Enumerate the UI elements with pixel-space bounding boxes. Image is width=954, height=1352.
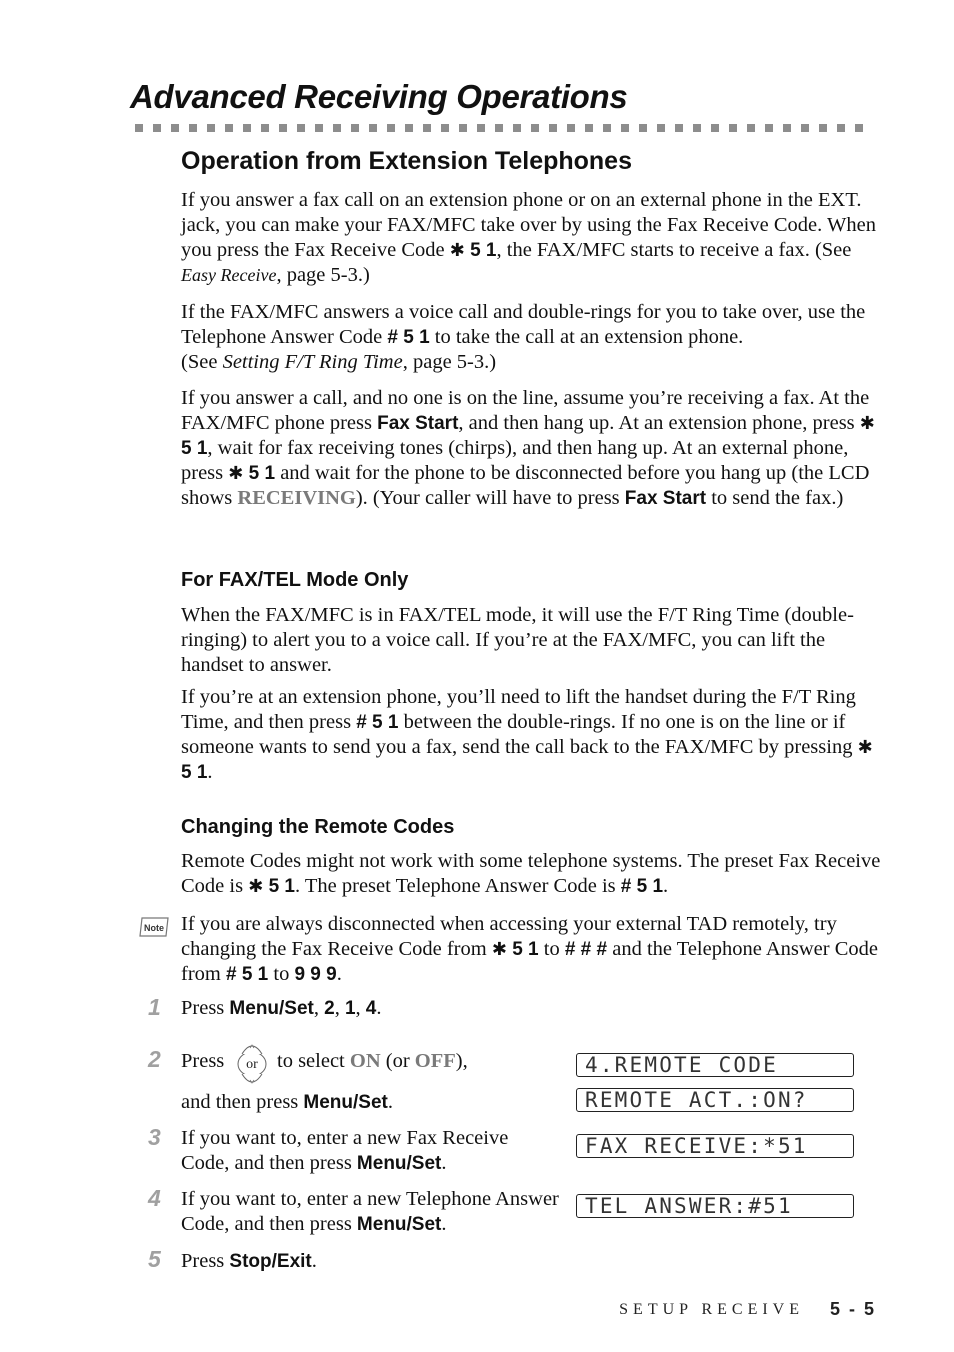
paragraph-fax-tel-1: When the FAX/MFC is in FAX/TEL mode, it will use the F/T Ring Time (double-ringing) to alert you to a voice call. If you’re at the FAX/MFC, you can lift the handset to answer.: [181, 604, 854, 676]
step-number: 2: [148, 1046, 161, 1072]
star-key-icon: ✱: [491, 939, 507, 960]
star-key-icon: ✱: [248, 876, 264, 897]
note-text: If you are always disconnected when accessing your external TAD remotely, try changing the Fax Receive Code from ✱ 5 1 to # # # and the Telephone Answer Code from # 5 1 to 9 9 9.: [181, 913, 878, 985]
step-4-text: If you want to, enter a new Telephone Answer Code, and then press Menu/Set.: [181, 1188, 559, 1235]
section-heading: Operation from Extension Telephones: [181, 147, 632, 175]
paragraph-extension-2: If the FAX/MFC answers a voice call and double-rings for you to take over, use the Telephone Answer Code # 5 1 to take the call at an extension phone. (See Setting F/T Ring Time, page 5-3.): [181, 301, 866, 373]
step-number: 4: [148, 1185, 161, 1211]
lcd-display: REMOTE ACT.:ON?: [576, 1088, 854, 1112]
svg-text:or: or: [246, 1057, 258, 1072]
page-number: 5 - 5: [829, 1299, 876, 1319]
star-key-icon: ✱: [228, 463, 244, 484]
subheading-fax-tel: For FAX/TEL Mode Only: [181, 569, 409, 591]
step-number: 5: [148, 1246, 161, 1272]
step-5-text: Press Stop/Exit.: [181, 1250, 317, 1272]
paragraph-fax-tel-2: If you’re at an extension phone, you’ll need to lift the handset during the F/T Ring Time, and then press # 5 1 between the double-rings. If no one is on the line or if someone wants to send you a fax, send the call back to the FAX/MFC by pressing ✱ 5 1.: [181, 686, 873, 783]
star-key-icon: ✱: [857, 737, 873, 758]
footer-chapter-label: SETUP RECEIVE: [619, 1301, 804, 1318]
subheading-remote-codes: Changing the Remote Codes: [181, 816, 455, 838]
paragraph-extension-3: If you answer a call, and no one is on the line, assume you’re receiving a fax. At the FAX/MFC phone press Fax Start, and then hang up. At an extension phone, press ✱ 5 1, wait for fax receiving tones (chirps), and then hang up. At an external phone, press ✱ 5 1 and wait for the phone to be disconnected before you hang up (the LCD shows RECEIVING). (Your caller will have to press Fax Start to send the fax.): [181, 387, 875, 509]
paragraph-remote-codes: Remote Codes might not work with some telephone systems. The preset Fax Receive Code is ✱ 5 1. The preset Telephone Answer Code is # 5 1.: [181, 850, 881, 897]
lcd-display: FAX RECEIVE:*51: [576, 1134, 854, 1158]
page-title: Advanced Receiving Operations: [130, 78, 628, 115]
lcd-display: 4.REMOTE CODE: [576, 1053, 854, 1077]
star-key-icon: ✱: [449, 240, 465, 261]
svg-text:Note: Note: [144, 923, 164, 933]
up-down-nav-key-icon: [234, 1040, 270, 1088]
title-divider: [135, 124, 873, 132]
step-2-text: Press: [181, 1050, 225, 1072]
step-number: 3: [148, 1124, 161, 1150]
lcd-display: TEL ANSWER:#51: [576, 1194, 854, 1218]
step-3-text: If you want to, enter a new Fax Receive Code, and then press Menu/Set.: [181, 1127, 509, 1174]
paragraph-extension-1: If you answer a fax call on an extension phone or on an external phone in the EXT. jack, you can make your FAX/MFC take over by using the Fax Receive Code. When you press the Fax Receive Code ✱ 5 1, the FAX/MFC starts to receive a fax. (See Easy Receive, page 5-3.): [181, 189, 876, 286]
step-1-text: Press Menu/Set, 2, 1, 4.: [181, 997, 382, 1019]
step-2-continue-text: and then press Menu/Set.: [181, 1091, 393, 1113]
note-icon: [139, 915, 171, 939]
step-2-select-text: to select ON (or OFF),: [277, 1050, 468, 1072]
step-number: 1: [148, 994, 161, 1020]
star-key-icon: ✱: [859, 413, 875, 434]
